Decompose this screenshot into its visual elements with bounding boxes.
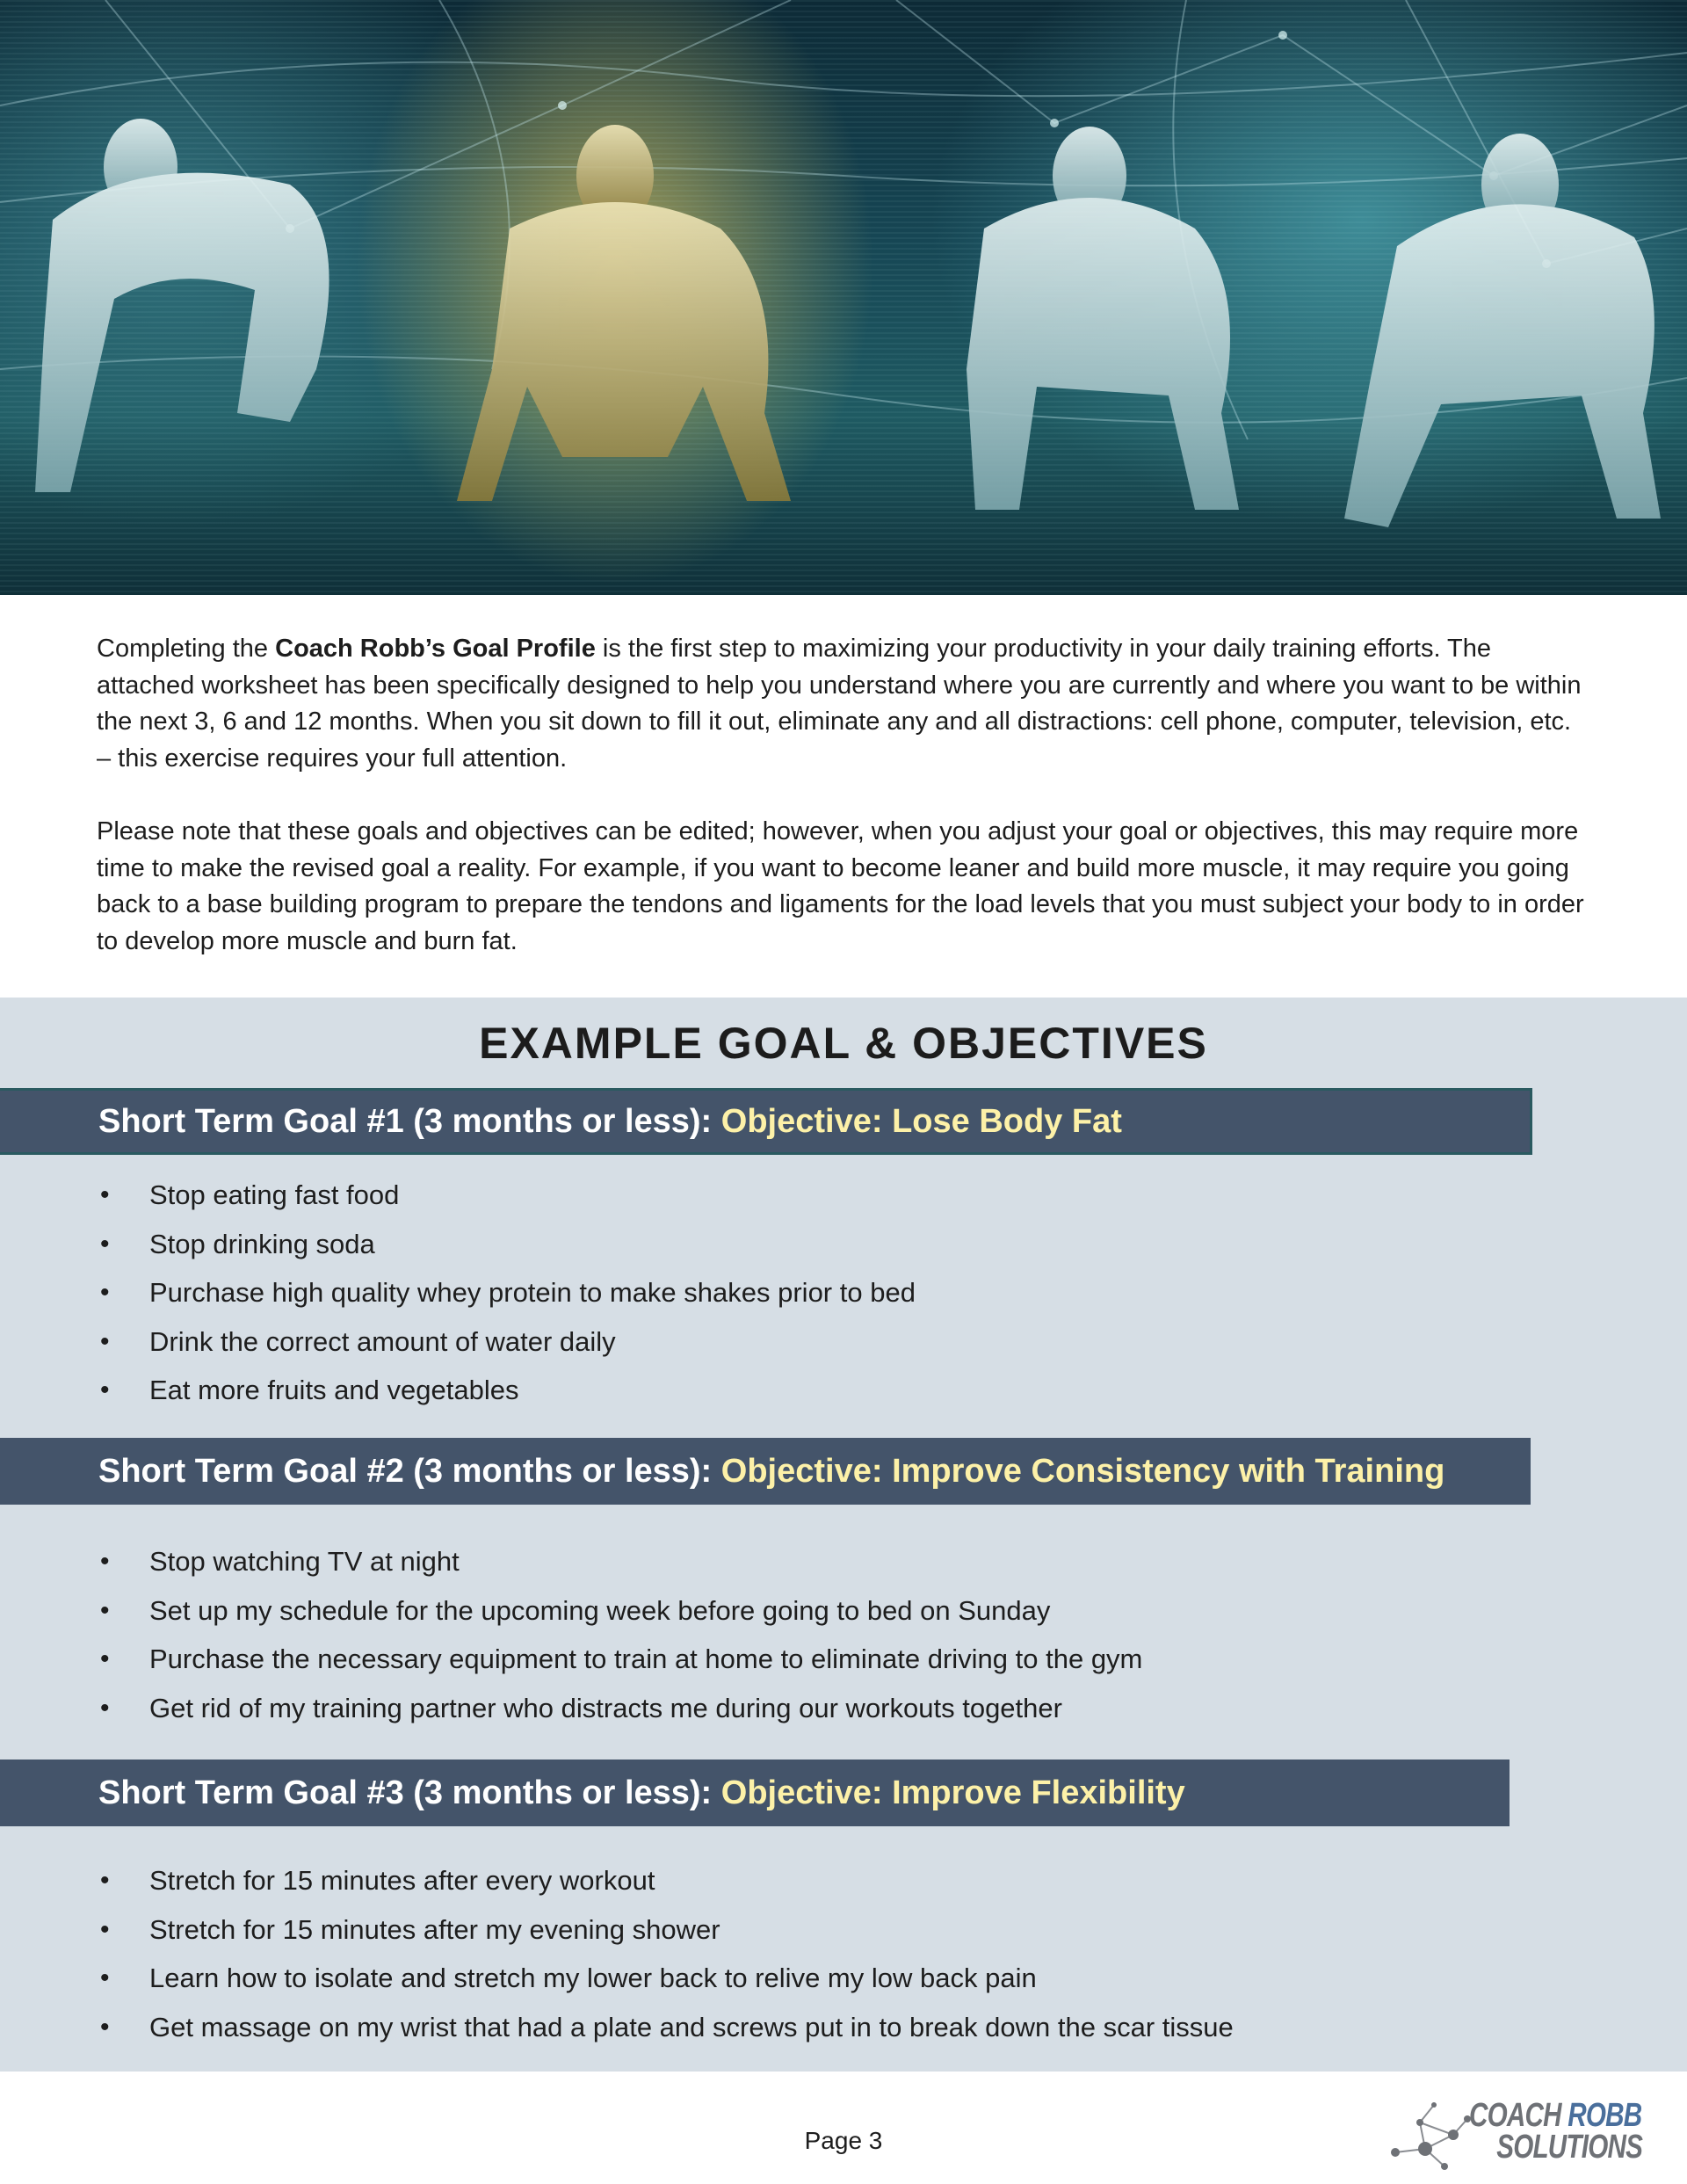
list-item: • Eat more fruits and vegetables [97, 1366, 916, 1415]
list-item: • Learn how to isolate and stretch my lower back to relive my low back pain [97, 1954, 1234, 2003]
network-molecule-icon [1381, 2096, 1478, 2175]
logo-word-coach: COACH [1469, 2097, 1568, 2134]
list-item: • Set up my schedule for the upcoming week before going to bed on Sunday [97, 1586, 1142, 1636]
example-title: EXAMPLE GOAL & OBJECTIVES [479, 1019, 1208, 1068]
page-number: Page 3 [804, 2127, 883, 2154]
goal-profile-name: Coach Robb’s Goal Profile [275, 635, 596, 663]
goal-1-label: Short Term Goal #1 (3 months or less): [98, 1102, 713, 1140]
intro-text [97, 631, 1590, 960]
list-item: • Stop eating fast food [97, 1171, 916, 1220]
list-item: • Purchase high quality whey protein to make shakes prior to bed [97, 1268, 916, 1317]
list-item: • Drink the correct amount of water daily [97, 1317, 916, 1367]
intro-text-lead: Completing the [97, 635, 276, 663]
list-item: • Stretch for 15 minutes after my evening shower [97, 1905, 1234, 1955]
list-item: • Get massage on my wrist that had a plate and screws put in to break down the scar tissue [97, 2003, 1234, 2052]
goal-3-list [97, 1856, 1234, 2051]
list-item: • Purchase the necessary equipment to train at home to eliminate driving to the gym [97, 1635, 1142, 1684]
logo-wordmark [1469, 2097, 1643, 2166]
hero-illustration [0, 0, 1687, 595]
list-item: • Stop drinking soda [97, 1220, 916, 1269]
logo-word-robb: ROBB [1568, 2097, 1642, 2134]
goal-3-header [0, 1760, 1510, 1826]
goal-1-header [0, 1088, 1532, 1155]
intro-text-rest: is the first step to maximizing your productivity in your daily training efforts. The attached worksheet has been specifically designed to help you understand where you are currently and where you want to be within the next 3, 6 and 12 months. When you sit down to fill it out, eliminate any and all distractions: cell phone, computer, television, etc. – this exercise requires your full attention. [97, 635, 1582, 773]
goal-1-list [97, 1171, 916, 1415]
goal-2-list [97, 1537, 1142, 1732]
goal-2-objective: Objective: Improve Consistency with Training [720, 1452, 1445, 1490]
goal-2-header [0, 1438, 1531, 1505]
intro-paragraph-2: Please note that these goals and objectives can be edited; however, when you adjust your goal or objectives, this may require more time to make the revised goal a reality. For example, if you want to become leaner and build more muscle, it may require you going back to a base building program to prepare the tendons and ligaments for the load levels that you must subject your body to in order to develop more muscle and burn fat. [97, 817, 1584, 955]
goal-3-objective: Objective: Improve Flexibility [720, 1774, 1185, 1811]
logo-word-solutions: SOLUTIONS [1496, 2129, 1643, 2166]
coach-robb-solutions-logo [1381, 2096, 1662, 2175]
list-item: • Get rid of my training partner who distracts me during our workouts together [97, 1684, 1142, 1733]
hero-image [0, 0, 1687, 595]
list-item: • Stretch for 15 minutes after every workout [97, 1856, 1234, 1905]
intro-paragraph-1 [97, 631, 1590, 777]
goal-2-label: Short Term Goal #2 (3 months or less): [98, 1452, 713, 1490]
goal-1-objective: Objective: Lose Body Fat [720, 1102, 1122, 1140]
goal-3-label: Short Term Goal #3 (3 months or less): [98, 1774, 713, 1811]
list-item: • Stop watching TV at night [97, 1537, 1142, 1586]
